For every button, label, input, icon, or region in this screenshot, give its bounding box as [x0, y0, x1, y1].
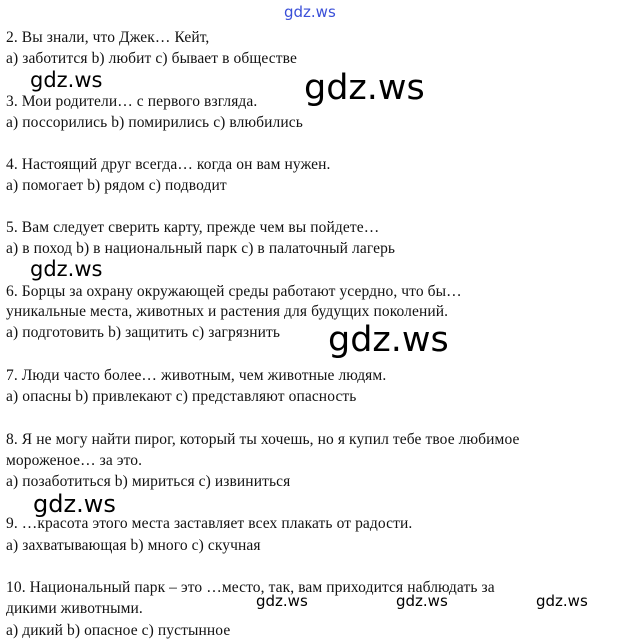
question-5-options: a) в поход b) в национальный парк c) в палаточный лагерь	[6, 240, 396, 257]
watermark-med-2: gdz.ws	[30, 257, 103, 281]
question-7-options: a) опасны b) привлекают c) представляют опасность	[6, 388, 357, 405]
question-3-text: 3. Мои родители… с первого взгляда.	[6, 93, 258, 110]
watermark-med-1: gdz.ws	[30, 68, 103, 92]
watermark-big-1: gdz.ws	[304, 68, 425, 108]
question-3-options: a) поссорились b) помирились c) влюбились	[6, 114, 303, 131]
question-10-options: a) дикий b) опасное c) пустынное	[6, 622, 231, 639]
watermark-small-3: gdz.ws	[536, 592, 588, 610]
question-6-text-2: уникальные места, животных и растения для будущих поколений.	[6, 303, 449, 320]
question-10-text-1: 10. Национальный парк – это …место, так, вам приходится наблюдать за	[6, 579, 495, 596]
question-4-text: 4. Настоящий друг всегда… когда он вам нужен.	[6, 156, 331, 173]
question-10-text-2: дикими животными.	[6, 600, 143, 617]
question-5-text: 5. Вам следует сверить карту, прежде чем вы пойдете…	[6, 219, 380, 236]
question-2-text: 2. Вы знали, что Джек… Кейт,	[6, 29, 210, 46]
question-8-text-1: 8. Я не могу найти пирог, который ты хочешь, но я купил тебе твое любимое	[6, 431, 520, 448]
question-6-options: a) подготовить b) защитить c) загрязнить	[6, 324, 281, 341]
question-7-text: 7. Люди часто более… животным, чем животные людям.	[6, 367, 387, 384]
question-2-options: a) заботится b) любит c) бывает в обществе	[6, 50, 297, 67]
watermark-top: gdz.ws	[284, 3, 336, 21]
question-9-text: 9. …красота этого места заставляет всех плакать от радости.	[6, 515, 413, 532]
question-9-options: a) захватывающая b) много c) скучная	[6, 537, 261, 554]
question-6-text-1: 6. Борцы за охрану окружающей среды работают усердно, что бы…	[6, 283, 462, 300]
watermark-med-3: gdz.ws	[33, 490, 116, 518]
watermark-big-2: gdz.ws	[328, 320, 449, 360]
question-8-options: a) позаботиться b) мириться c) извиниться	[6, 473, 291, 490]
question-4-options: a) помогает b) рядом c) подводит	[6, 177, 227, 194]
watermark-small-2: gdz.ws	[396, 592, 448, 610]
question-8-text-2: мороженое… за это.	[6, 452, 143, 469]
watermark-small-1: gdz.ws	[256, 592, 308, 610]
